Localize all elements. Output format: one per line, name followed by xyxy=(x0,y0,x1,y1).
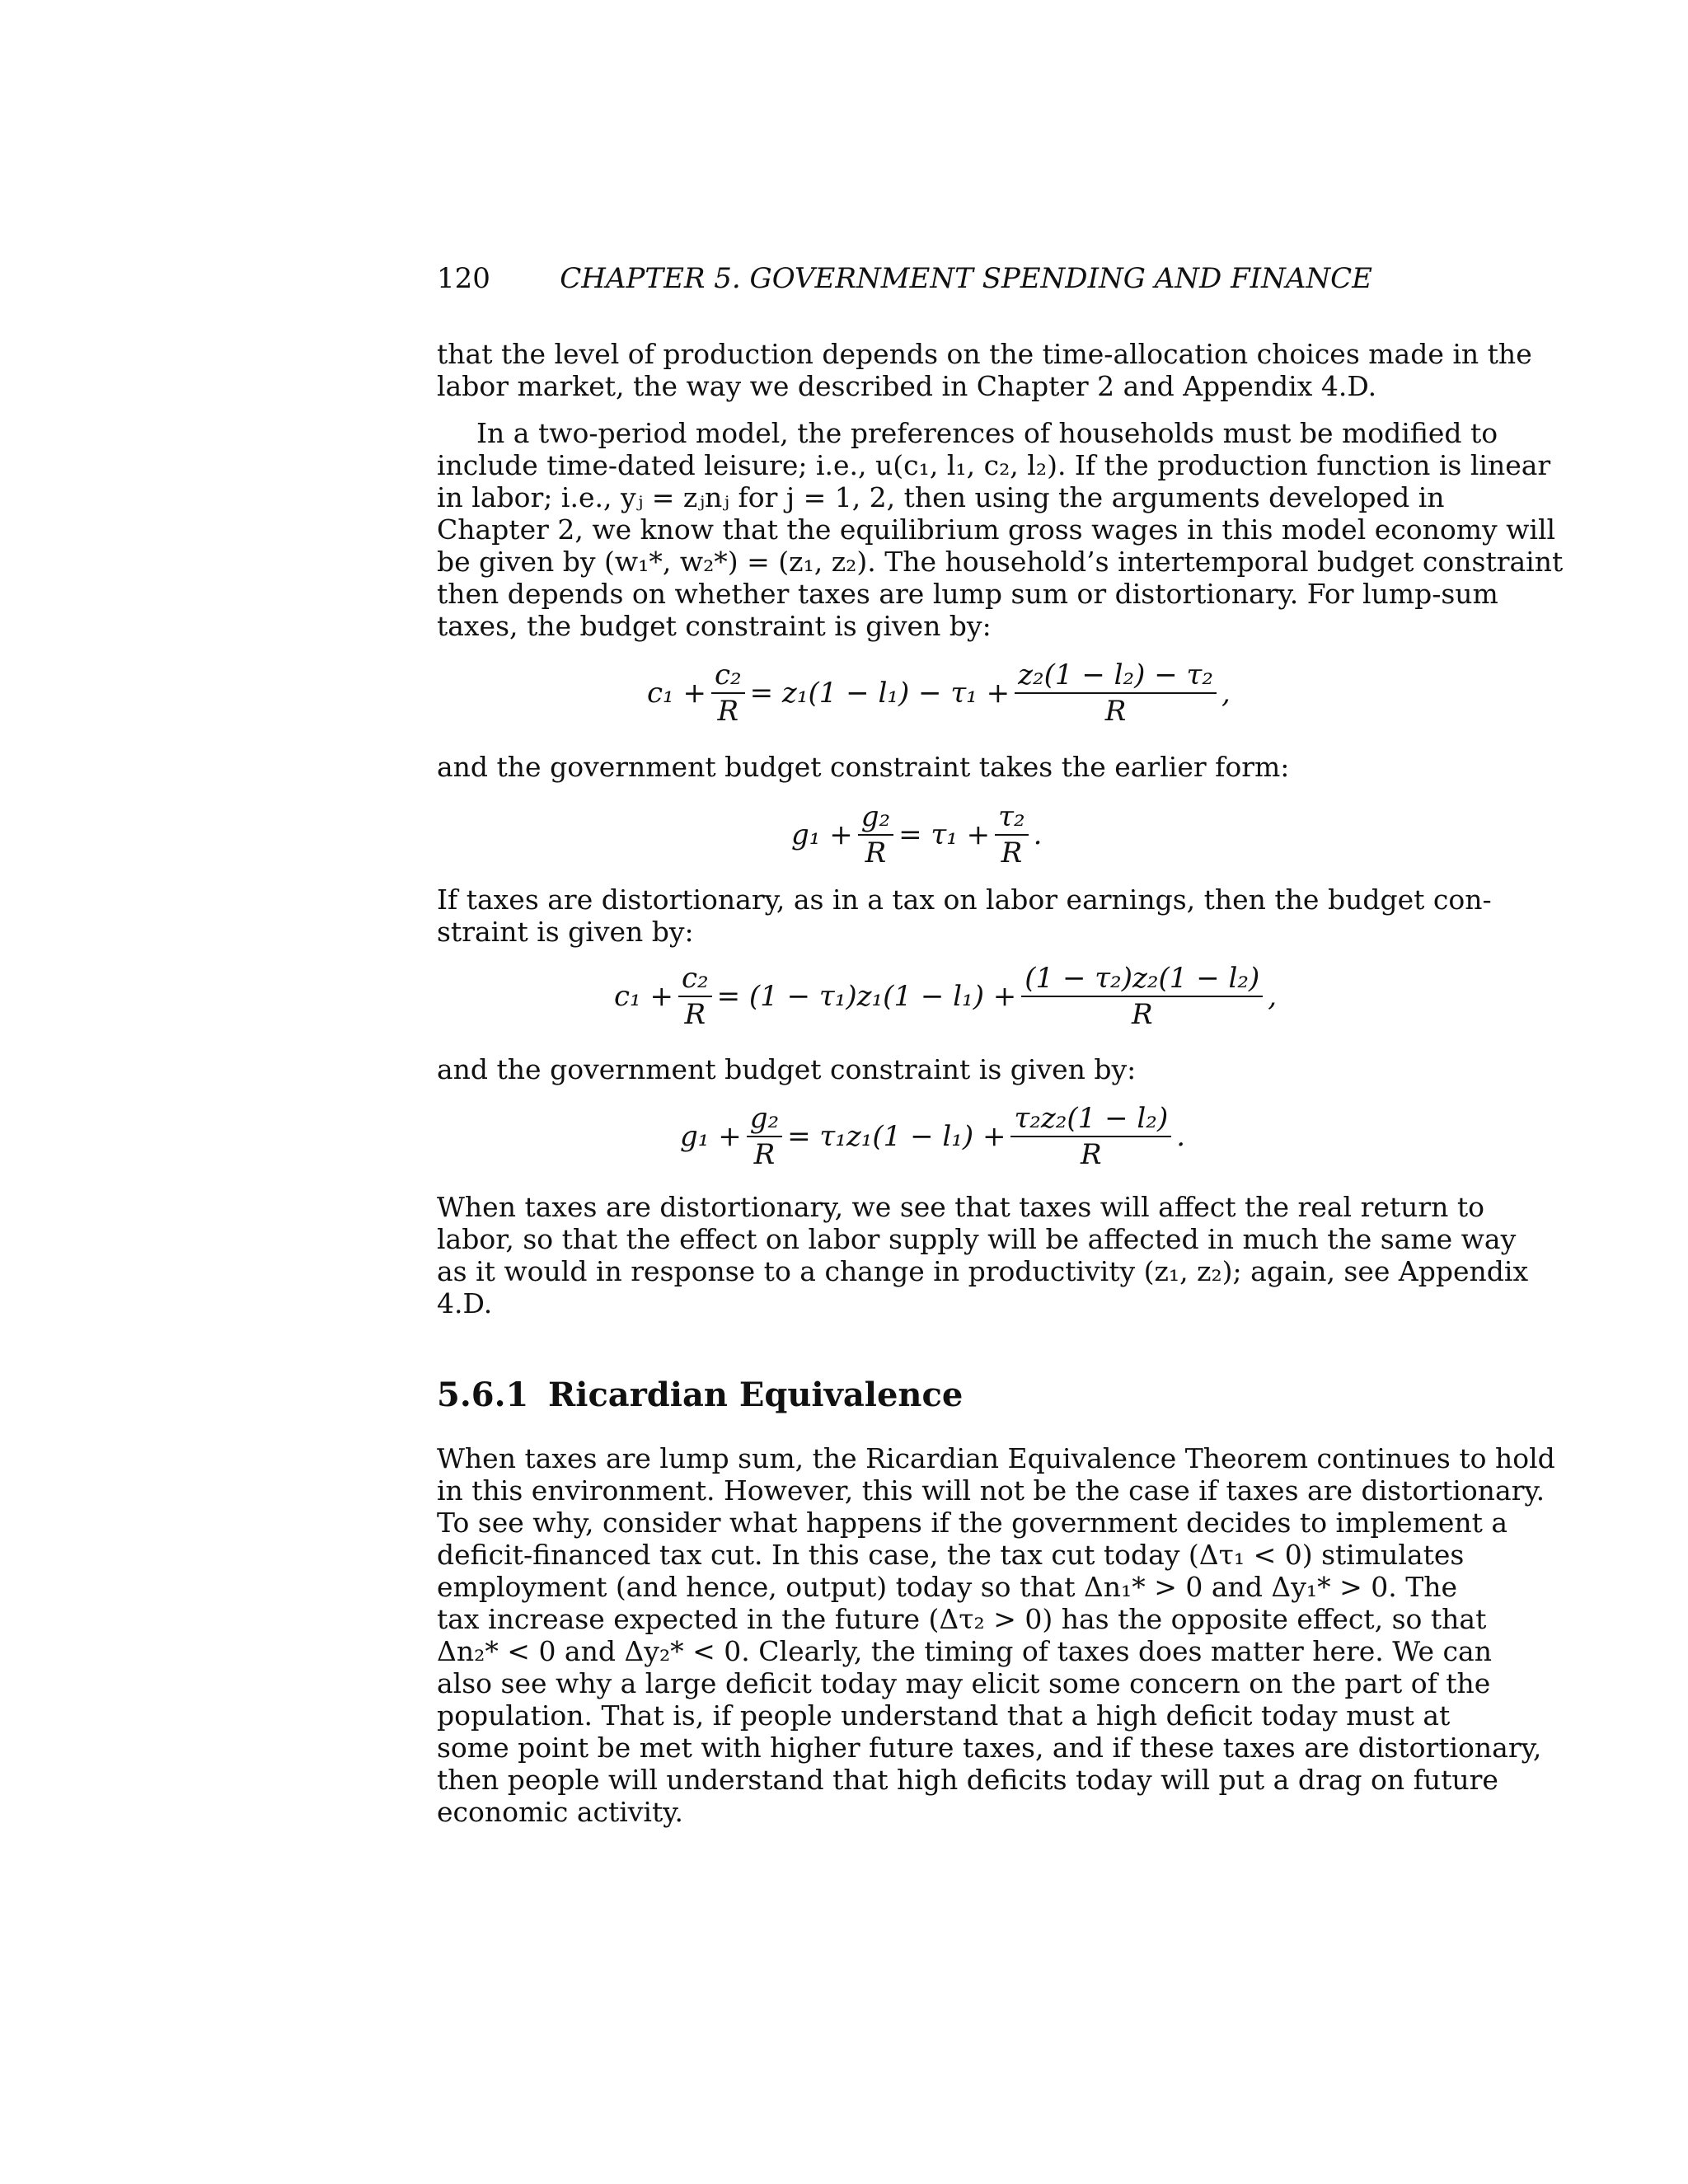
fraction-denominator: R xyxy=(1001,837,1023,869)
paragraph-line: employment (and hence, output) today so that Δn₁* > 0 and Δy₁* > 0. The xyxy=(437,1571,1458,1603)
paragraph-line: and the government budget constraint is given by: xyxy=(437,1053,1137,1085)
paragraph-line: 4.D. xyxy=(437,1287,493,1319)
paragraph-line: include time-dated leisure; i.e., u(c₁, l₁, c₂, l₂). If the production function is linear xyxy=(437,449,1551,481)
paragraph-line: be given by (w₁*, w₂*) = (z₁, z₂). The household’s intertemporal budget constraint xyxy=(437,546,1564,578)
paragraph-line: that the level of production depends on the time-allocation choices made in the xyxy=(437,338,1532,370)
equation-government-budget-distortionary xyxy=(680,1103,1185,1170)
paragraph-line: then depends on whether taxes are lump sum or distortionary. For lump-sum xyxy=(437,578,1498,610)
equation-household-budget-distortionary xyxy=(614,963,1277,1030)
section-heading xyxy=(437,1375,963,1416)
paragraph-line: tax increase expected in the future (Δτ₂ > 0) has the opposite effect, so that xyxy=(437,1603,1487,1635)
paragraph-line: When taxes are distortionary, we see that taxes will affect the real return to xyxy=(437,1191,1485,1223)
paragraph-line: labor, so that the effect on labor supply will be affected in much the same way xyxy=(437,1223,1517,1255)
equation-term: c₁ + xyxy=(614,980,673,1013)
equation-government-budget-lump-sum xyxy=(791,801,1042,869)
section-number: 5.6.1 xyxy=(437,1376,529,1414)
paragraph-line: When taxes are lump sum, the Ricardian Equivalence Theorem continues to hold xyxy=(437,1442,1555,1474)
paragraph-line: some point be met with higher future taxes, and if these taxes are distortionary, xyxy=(437,1732,1542,1764)
equation-punctuation: . xyxy=(1176,1120,1186,1153)
page-number: 120 xyxy=(437,262,490,295)
equation-fraction xyxy=(1015,659,1217,727)
equation-term: = z₁(1 − l₁) − τ₁ + xyxy=(749,677,1010,710)
fraction-denominator: R xyxy=(753,1138,776,1171)
paragraph-line: To see why, consider what happens if the government decides to implement a xyxy=(437,1507,1508,1539)
paragraph-line: in labor; i.e., yⱼ = zⱼnⱼ for j = 1, 2, then using the arguments developed in xyxy=(437,481,1445,513)
paragraph-line: In a two-period model, the preferences of households must be modified to xyxy=(476,417,1498,449)
fraction-denominator: R xyxy=(1104,695,1127,728)
paragraph-line: then people will understand that high deficits today will put a drag on future xyxy=(437,1764,1498,1796)
paragraph-line: Chapter 2, we know that the equilibrium gross wages in this model economy will xyxy=(437,513,1556,546)
paragraph-line: population. That is, if people understand that a high deficit today must at xyxy=(437,1699,1451,1732)
equation-term: = τ₁z₁(1 − l₁) + xyxy=(787,1120,1006,1153)
equation-fraction xyxy=(678,963,712,1030)
equation-fraction xyxy=(995,801,1028,869)
fraction-numerator: c₂ xyxy=(678,963,712,997)
equation-punctuation: . xyxy=(1033,818,1043,851)
paragraph-line: in this environment. However, this will not be the case if taxes are distortionary. xyxy=(437,1474,1545,1507)
fraction-denominator: R xyxy=(1131,998,1153,1031)
equation-term: g₁ + xyxy=(680,1120,742,1153)
equation-fraction xyxy=(858,801,893,869)
equation-term: c₁ + xyxy=(647,677,706,710)
equation-fraction xyxy=(711,659,745,727)
paragraph-line: economic activity. xyxy=(437,1796,683,1828)
paragraph-line: and the government budget constraint takes the earlier form: xyxy=(437,751,1290,783)
equation-household-budget-lump-sum xyxy=(647,659,1231,727)
fraction-denominator: R xyxy=(717,695,739,728)
paragraph-line: Δn₂* < 0 and Δy₂* < 0. Clearly, the timing of taxes does matter here. We can xyxy=(437,1635,1492,1667)
paragraph-line: deficit-financed tax cut. In this case, the tax cut today (Δτ₁ < 0) stimulates xyxy=(437,1539,1465,1571)
fraction-numerator: τ₂z₂(1 − l₂) xyxy=(1010,1103,1171,1137)
equation-term: = (1 − τ₁)z₁(1 − l₁) + xyxy=(716,980,1017,1013)
fraction-denominator: R xyxy=(684,998,706,1031)
equation-term: g₁ + xyxy=(791,818,853,851)
equation-fraction xyxy=(1021,963,1263,1030)
section-title: Ricardian Equivalence xyxy=(548,1376,964,1414)
fraction-numerator: c₂ xyxy=(711,659,745,694)
equation-fraction xyxy=(1010,1103,1171,1170)
equation-fraction xyxy=(747,1103,782,1170)
paragraph-line: straint is given by: xyxy=(437,916,694,948)
paragraph-line: also see why a large deficit today may elicit some concern on the part of the xyxy=(437,1667,1491,1699)
equation-term: = τ₁ + xyxy=(898,818,991,851)
equation-punctuation: , xyxy=(1268,980,1278,1013)
fraction-numerator: τ₂ xyxy=(995,801,1028,836)
paragraph-line: as it would in response to a change in productivity (z₁, z₂); again, see Appendix xyxy=(437,1255,1529,1287)
paragraph-line: labor market, the way we described in Chapter 2 and Appendix 4.D. xyxy=(437,370,1377,402)
fraction-denominator: R xyxy=(865,837,887,869)
fraction-numerator: g₂ xyxy=(858,801,893,836)
paragraph-line: taxes, the budget constraint is given by: xyxy=(437,610,992,642)
fraction-numerator: z₂(1 − l₂) − τ₂ xyxy=(1015,659,1217,694)
fraction-numerator: g₂ xyxy=(747,1103,782,1137)
paragraph-line: If taxes are distortionary, as in a tax on labor earnings, then the budget con- xyxy=(437,883,1492,916)
running-header: CHAPTER 5. GOVERNMENT SPENDING AND FINANCE xyxy=(560,262,1372,295)
equation-punctuation: , xyxy=(1221,677,1231,710)
fraction-numerator: (1 − τ₂)z₂(1 − l₂) xyxy=(1021,963,1263,997)
fraction-denominator: R xyxy=(1081,1138,1102,1171)
